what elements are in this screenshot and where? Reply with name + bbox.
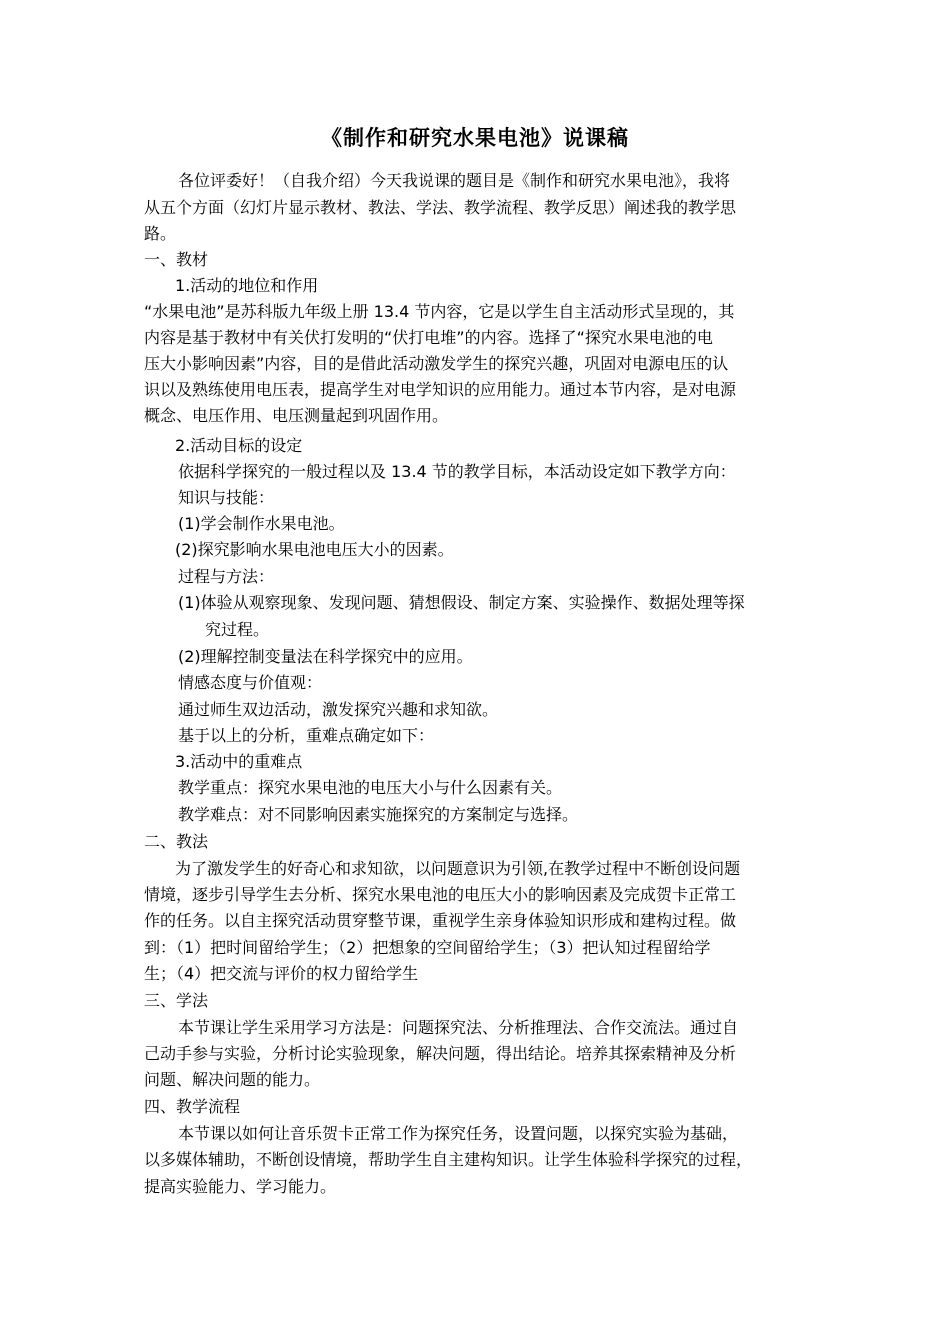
intro-line: 路。 (144, 224, 177, 243)
paragraph-line: 识以及熟练使用电压表，提高学生对电学知识的应用能力。通过本节内容，是对电源 (144, 380, 737, 399)
paragraph-line: 到：（1）把时间留给学生；（2）把想象的空间留给学生；（3）把认知过程留给学 (144, 938, 711, 957)
subheading-key-points: 3.活动中的重难点 (175, 752, 303, 771)
section-heading-learning-method: 三、学法 (144, 991, 209, 1010)
objectives-basis: 依据科学探究的一般过程以及 13.4 节的教学目标，本活动设定如下教学方向： (178, 462, 736, 481)
process-label: 过程与方法： (178, 567, 275, 586)
paragraph-line: 本节课让学生采用学习方法是：问题探究法、分析推理法、合作交流法。通过自 (178, 1018, 739, 1037)
paragraph-line: 内容是基于教材中有关伏打发明的“伏打电堆”的内容。选择了“探究水果电池的电 (144, 328, 713, 347)
emotion-label: 情感态度与价值观： (178, 673, 323, 692)
document-title: 《制作和研究水果电池》说课稿 (321, 125, 629, 150)
paragraph-line: 作的任务。以自主探究活动贯穿整节课，重视学生亲身体验知识形成和建构过程。做 (144, 911, 737, 930)
paragraph-line: 提高实验能力、学习能力。 (144, 1177, 337, 1196)
teaching-difficulty: 教学难点：对不同影响因素实施探究的方案制定与选择。 (178, 805, 579, 824)
subheading-position-role: 1.活动的地位和作用 (175, 276, 319, 295)
emotion-item: 通过师生双边活动，激发探究兴趣和求知欲。 (178, 700, 499, 719)
paragraph-line: 情境，逐步引导学生去分析、探究水果电池的电压大小的影响因素及完成贺卡正常工 (144, 885, 737, 904)
knowledge-label: 知识与技能： (178, 488, 275, 507)
paragraph-line: 压大小影响因素”内容，目的是借此活动激发学生的探究兴趣，巩固对电源电压的认 (144, 354, 729, 373)
paragraph-line: 以多媒体辅助，不断创设情境，帮助学生自主建构知识。让学生体验科学探究的过程， (144, 1150, 753, 1169)
knowledge-item: (2)探究影响水果电池电压大小的因素。 (175, 540, 454, 559)
intro-line: 各位评委好！（自我介绍）今天我说课的题目是《制作和研究水果电池》，我将 (178, 171, 731, 190)
paragraph-line: 己动手参与实验，分析讨论实验现象，解决问题，得出结论。培养其探索精神及分析 (144, 1044, 737, 1063)
paragraph-line: 生；（4）把交流与评价的权力留给学生 (144, 964, 419, 983)
analysis-conclusion: 基于以上的分析，重难点确定如下： (178, 726, 435, 745)
process-item-continuation: 究过程。 (205, 620, 270, 639)
knowledge-item: (1)学会制作水果电池。 (178, 514, 345, 533)
section-heading-teaching-method: 二、教法 (144, 832, 209, 851)
intro-line: 从五个方面（幻灯片显示教材、教法、学法、教学流程、教学反思）阐述我的教学思 (144, 198, 737, 217)
paragraph-line: 本节课以如何让音乐贺卡正常工作为探究任务，设置问题，以探究实验为基础， (178, 1124, 739, 1143)
teaching-key-point: 教学重点：探究水果电池的电压大小与什么因素有关。 (178, 778, 563, 797)
paragraph-line: “水果电池”是苏科版九年级上册 13.4 节内容，它是以学生自主活动形式呈现的，其 (144, 302, 735, 321)
subheading-objectives: 2.活动目标的设定 (175, 436, 303, 455)
process-item: (2)理解控制变量法在科学探究中的应用。 (178, 647, 473, 666)
section-heading-textbook: 一、教材 (144, 250, 209, 269)
section-heading-teaching-process: 四、教学流程 (144, 1097, 241, 1116)
paragraph-line: 概念、电压作用、电压测量起到巩固作用。 (144, 406, 449, 425)
process-item: (1)体验从观察现象、发现问题、猜想假设、制定方案、实验操作、数据处理等探 (178, 593, 745, 612)
paragraph-line: 问题、解决问题的能力。 (144, 1070, 321, 1089)
paragraph-line: 为了激发学生的好奇心和求知欲，以问题意识为引领,在教学过程中不断创设问题 (175, 859, 741, 878)
